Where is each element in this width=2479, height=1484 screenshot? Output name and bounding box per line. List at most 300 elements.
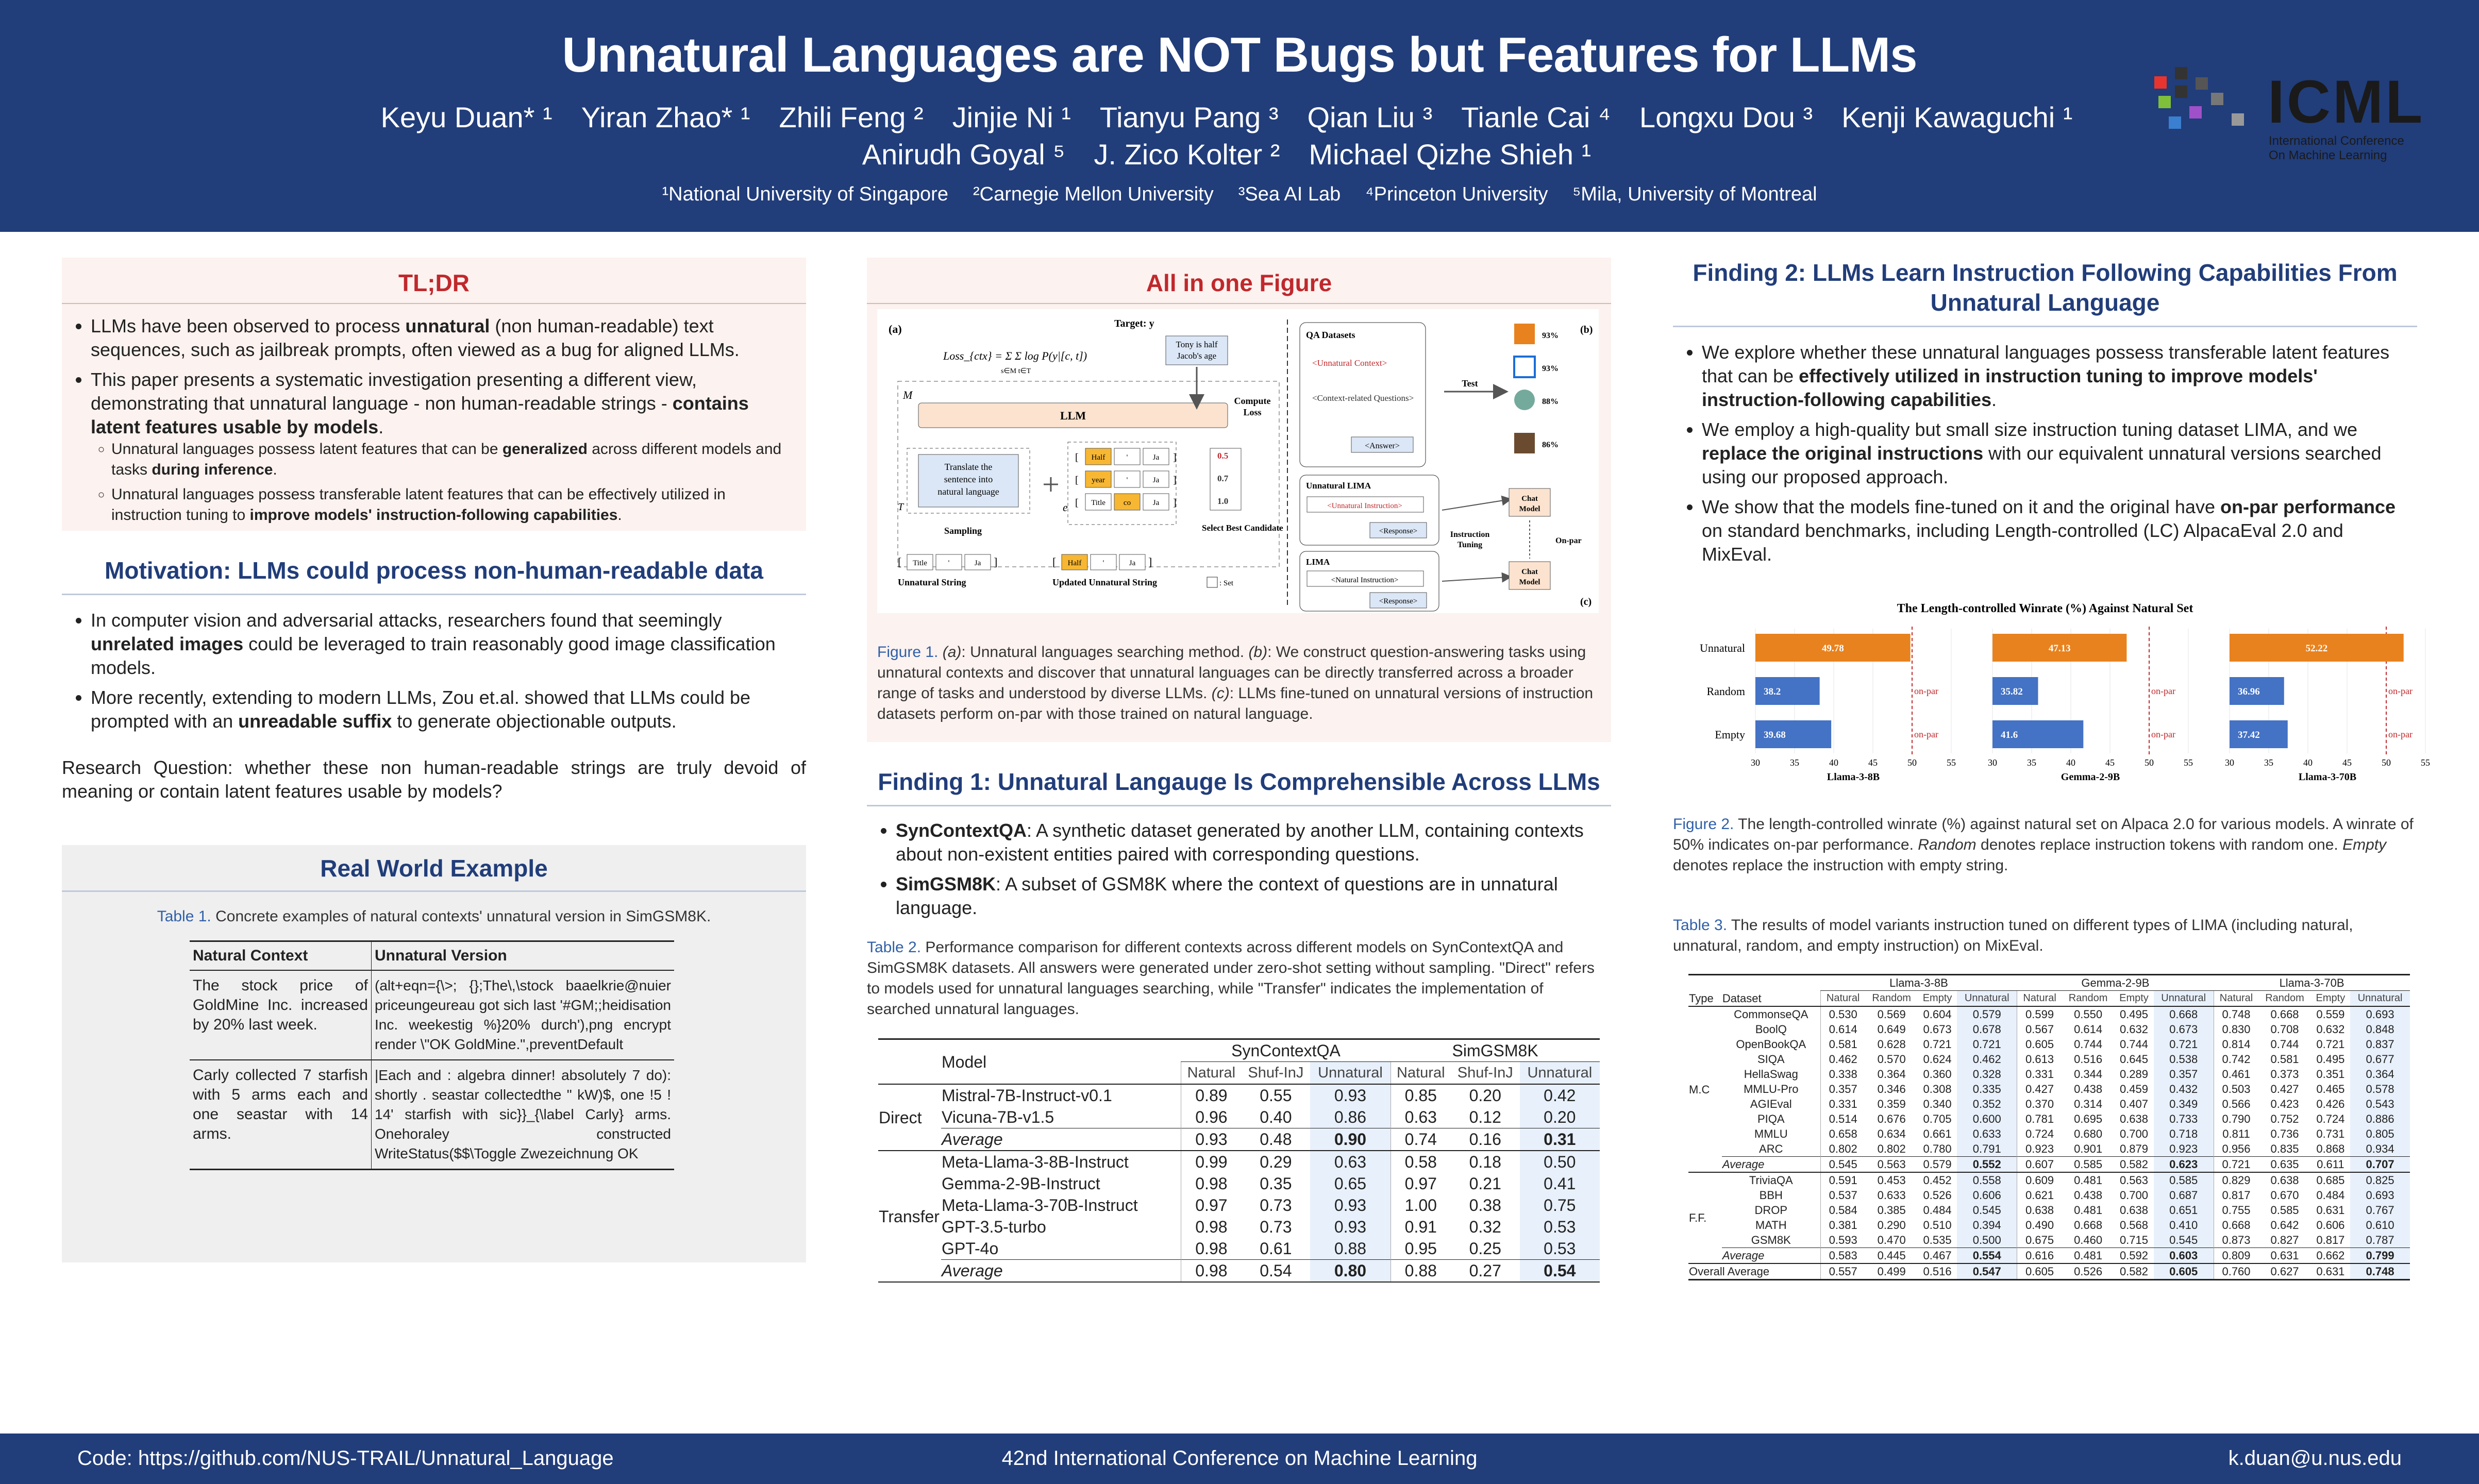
poster-header <box>0 0 2479 232</box>
table-cell: Natural <box>2214 991 2258 1007</box>
fig-bracket: [ <box>898 555 902 568</box>
fig-token: ' <box>1102 559 1104 567</box>
table-row <box>1688 1233 2410 1248</box>
fig-token: Ja <box>1129 559 1136 567</box>
fig-bracket: [ <box>1075 452 1079 463</box>
affiliation: ⁵Mila, University of Montreal <box>1572 183 1817 205</box>
table-cell: 0.29 <box>1260 1153 1292 1171</box>
table-cell: 0.346 <box>1877 1083 1906 1095</box>
table-cell: 0.802 <box>1820 1141 1865 1157</box>
conference-name: 42nd International Conference on Machine Learning <box>1001 1447 1478 1470</box>
table-cell: 0.530 <box>1820 1006 1865 1022</box>
table-row <box>1688 1248 2410 1264</box>
fig-e-label: e <box>1063 501 1068 514</box>
table-cell: 0.879 <box>2119 1142 2148 1155</box>
fig-set-legend: : Set <box>1219 579 1234 587</box>
table-cell: 0.364 <box>1877 1068 1906 1081</box>
table-cell: 0.27 <box>1451 1260 1520 1283</box>
table-cell: 0.373 <box>2270 1068 2299 1081</box>
table-cell: Llama-3-70B <box>2214 975 2410 991</box>
table-cell: 0.63 <box>1391 1106 1451 1128</box>
fig-token: Ja <box>1152 453 1160 462</box>
table-cell: 0.461 <box>2214 1067 2258 1082</box>
fig-updated-string-tokens <box>1052 554 1152 570</box>
table-cell: 0.614 <box>2074 1023 2103 1036</box>
figure1 <box>877 309 1599 613</box>
figure2-caption: Figure 2. The length-controlled winrate (%) against natural set on Alpaca 2.0 for various models. A winrate of 50% indicates on-par performance. Random denotes replace instruction tokens with random one. Empty denotes replace the instruction with empty string. <box>1673 816 2414 874</box>
table-cell: 0.585 <box>2270 1204 2299 1217</box>
icml-logo <box>2154 67 2443 165</box>
table-cell: 0.438 <box>2074 1189 2103 1202</box>
chart-tick-label: 55 <box>1947 757 1956 768</box>
table-cell: GPT-4o <box>942 1239 999 1258</box>
finding1-bullet-2: • SimGSM8K: A subset of GSM8K where the context of questions are in unnatural language. <box>896 872 1611 920</box>
table-cell: 0.599 <box>2017 1006 2062 1022</box>
table-cell: 0.605 <box>2154 1263 2214 1280</box>
table-cell: 0.805 <box>2350 1126 2410 1141</box>
table-cell: 0.32 <box>1469 1218 1501 1236</box>
table-cell: 0.550 <box>2074 1008 2103 1021</box>
fig-answer: <Answer> <box>1365 442 1400 450</box>
author-name: Qian Liu ³ <box>1307 101 1433 133</box>
fig-label-a: (a) <box>889 323 902 335</box>
table-cell: 0.693 <box>2350 1006 2410 1022</box>
table-cell: 0.538 <box>2154 1052 2214 1067</box>
motivation-title: Motivation: LLMs could process non-human-readable data <box>62 556 806 595</box>
table-cell: MMLU-Pro <box>1744 1083 1799 1095</box>
table-cell: 0.481 <box>2074 1174 2103 1187</box>
table-cell: 0.97 <box>1391 1173 1451 1194</box>
table-cell: AGIEval <box>1750 1098 1792 1110</box>
table-cell: 0.510 <box>1923 1219 1952 1232</box>
fig-pct: 93% <box>1542 331 1559 340</box>
table-cell: 0.923 <box>2017 1141 2062 1157</box>
table-cell: 0.609 <box>2017 1172 2062 1188</box>
author-line-2 <box>309 136 2144 173</box>
table-cell: 0.335 <box>1957 1082 2017 1097</box>
figure1-caption: Figure 1. (a): Unnatural languages searching method. (b): We construct question-answering tasks using unnatural contexts and discover that unnatural languages can be directly transferred across a broader range of tasks and understood by diverse LLMs. (c): LLMs fine-tuned on unnatural versions of instruction datasets perform on-par with those trained on natural language. <box>877 644 1594 722</box>
svg-text:natural language: natural language <box>937 486 999 497</box>
author-name: Longxu Dou ³ <box>1639 101 1813 133</box>
chart-onpar-label: on-par <box>1914 729 1938 739</box>
finding2-bullet-2: • We employ a high-quality but small size instruction tuning dataset LIMA, and we replace the original instructions with our equivalent unnatural versions searched using our proposed approach. <box>1702 418 2417 489</box>
chart-data-label: 52.22 <box>2305 643 2328 654</box>
fig-bracket: ] <box>994 555 998 568</box>
chart-tick-label: 35 <box>1790 757 1799 768</box>
table-cell: Natural <box>2017 991 2062 1007</box>
table-cell: 0.685 <box>2316 1174 2345 1187</box>
table-cell: 0.825 <box>2350 1172 2410 1188</box>
table-cell: 0.581 <box>1820 1037 1865 1052</box>
fig-bracket: [ <box>1075 475 1079 486</box>
chart-onpar-label: on-par <box>2388 686 2413 696</box>
chart-tick-label: 40 <box>1829 757 1838 768</box>
table-cell: 0.633 <box>1877 1189 1906 1202</box>
table-cell: 0.632 <box>2316 1023 2345 1036</box>
svg-text:Chat: Chat <box>1521 495 1538 503</box>
table-cell: 0.632 <box>2119 1023 2148 1036</box>
table-cell: 0.370 <box>2017 1097 2062 1111</box>
table-cell: 0.554 <box>1957 1248 2017 1264</box>
logo-subtext: International Conference On Machine Learning <box>2269 134 2404 162</box>
table-cell: Average <box>1722 1157 1820 1173</box>
table-cell: 0.462 <box>1820 1052 1865 1067</box>
table-cell: 0.481 <box>2074 1204 2103 1217</box>
fig-target-label: Target: y <box>1114 318 1154 329</box>
table-cell: 0.635 <box>2258 1157 2310 1173</box>
chart-category-label: Unnatural <box>1700 642 1745 654</box>
table-row <box>1688 1203 2410 1218</box>
table-cell: 0.901 <box>2074 1142 2103 1155</box>
table-cell: 0.744 <box>2074 1038 2103 1051</box>
table-cell: 0.791 <box>1957 1141 2017 1157</box>
table-cell: 0.570 <box>1877 1053 1906 1066</box>
table-cell: 0.495 <box>2316 1053 2345 1066</box>
table-cell: 0.724 <box>2017 1126 2062 1141</box>
poster-title: Unnatural Languages are NOT Bugs but Features for LLMs <box>562 27 1917 82</box>
chart-data-label: 36.96 <box>2238 686 2260 697</box>
table-cell: 0.837 <box>2350 1037 2410 1052</box>
affiliation: ²Carnegie Mellon University <box>973 183 1214 205</box>
table-cell: 0.73 <box>1260 1218 1292 1236</box>
table-row <box>878 1106 1600 1128</box>
table-cell: 0.344 <box>2074 1068 2103 1081</box>
table-cell: 0.582 <box>2119 1265 2148 1278</box>
table-cell: 0.308 <box>1923 1083 1952 1095</box>
table-cell: 0.75 <box>1520 1194 1600 1216</box>
table-cell: 0.54 <box>1242 1260 1311 1283</box>
table-cell: 0.16 <box>1451 1128 1520 1151</box>
fig-loss-subscript: s∈M t∈T <box>1001 367 1031 375</box>
table-cell: Average <box>941 1260 1181 1283</box>
table-cell: 0.814 <box>2214 1037 2258 1052</box>
table-cell: 0.668 <box>2214 1218 2258 1233</box>
table-cell: MATH <box>1755 1219 1787 1232</box>
author-line-1 <box>309 99 2144 136</box>
fig-token: Half <box>1091 453 1105 462</box>
fig-updated-string: Updated Unnatural String <box>1052 577 1158 587</box>
chart-onpar-label: on-par <box>1914 686 1938 696</box>
table-cell: 0.91 <box>1391 1216 1451 1238</box>
table-cell: 0.634 <box>1877 1127 1906 1140</box>
table-cell: 0.638 <box>2119 1204 2148 1217</box>
author-name: Tianle Cai ⁴ <box>1461 101 1611 133</box>
logo-text: ICML <box>2268 68 2425 136</box>
fig-pct: 86% <box>1542 441 1559 449</box>
finding2-bullet-3: • We show that the models fine-tuned on it and the original have on-par performance on standard benchmarks, including Length-controlled (LC) AlpacaEval 2.0 and MixEval. <box>1702 495 2417 566</box>
table-cell: 0.331 <box>1820 1097 1865 1111</box>
chart-tick-label: 40 <box>2066 757 2075 768</box>
research-question: Research Question: whether these non human-readable strings are truly devoid of meaning or contain latent features usable by models? <box>62 757 806 802</box>
table-cell: 0.42 <box>1520 1084 1600 1106</box>
table-cell: 0.89 <box>1181 1084 1242 1106</box>
table-cell: 0.744 <box>2270 1038 2299 1051</box>
chart-tick-label: 50 <box>2145 757 2154 768</box>
real-world-title: Real World Example <box>62 845 806 892</box>
table-cell: 0.835 <box>2270 1142 2299 1155</box>
chart-data-label: 37.42 <box>2238 730 2260 740</box>
table-row <box>878 1039 1600 1062</box>
fig-token: ' <box>1126 476 1128 484</box>
table-cell: MMLU <box>1754 1127 1788 1140</box>
table-row <box>1688 1111 2410 1126</box>
table-cell: 0.453 <box>1877 1174 1906 1187</box>
table-cell: 0.817 <box>2214 1188 2258 1203</box>
table-cell: 0.490 <box>2017 1218 2062 1233</box>
table-cell: 0.614 <box>1820 1022 1865 1037</box>
table-cell: Overall Average <box>1689 1265 1770 1278</box>
table-cell: BBH <box>1759 1189 1783 1202</box>
table-cell: 0.748 <box>2214 1006 2258 1022</box>
table3-caption: Table 3. The results of model variants instruction tuned on different types of LIMA (including natural, unnatural, random, and empty instruction) on MixEval. <box>1673 917 2353 954</box>
table-row <box>878 1173 1600 1194</box>
chart-title: The Length-controlled Winrate (%) Against Natural Set <box>1897 602 2193 615</box>
table-cell: 0.357 <box>2154 1067 2214 1082</box>
table-cell: 0.633 <box>1957 1126 2017 1141</box>
table-cell: 0.338 <box>1820 1067 1865 1082</box>
affiliation: ¹National University of Singapore <box>662 183 948 205</box>
table-cell: 0.289 <box>2119 1068 2148 1081</box>
table-cell: 0.781 <box>2017 1111 2062 1126</box>
tldr-bullet-2: • This paper presents a systematic investigation presenting a different view, demonstrating that unnatural language - non human-readable strings - contains latent features usable by models. ◦ Unnatural languages possess latent features that can be generalized across different models and tasks during inference. ◦ Unnatural languages possess transferable latent features that can be effectively utilized in instruction tuning to improve models' instruction-following capabilities. <box>91 368 791 526</box>
author-name: Kenji Kawaguchi ¹ <box>1841 101 2073 133</box>
table-cell: 0.628 <box>1877 1038 1906 1051</box>
table-cell: Shuf-InJ <box>1457 1065 1513 1081</box>
chart-tick-label: 45 <box>1868 757 1878 768</box>
table-cell: 0.611 <box>2311 1157 2351 1173</box>
table-cell: 0.73 <box>1260 1196 1292 1215</box>
table-cell: 0.605 <box>2017 1263 2062 1280</box>
table-cell: 0.700 <box>2119 1127 2148 1140</box>
author-name: Zhili Feng ² <box>779 101 924 133</box>
table-cell: 0.545 <box>1820 1157 1865 1173</box>
table-cell: 0.658 <box>1820 1126 1865 1141</box>
table1-header-natural: Natural Context <box>193 947 308 964</box>
table-cell: 0.559 <box>2316 1008 2345 1021</box>
fig-bracket: ] <box>1148 555 1152 568</box>
fig-on-par: On-par <box>1555 536 1582 545</box>
fig-bracket: [ <box>1052 555 1057 568</box>
table-cell: 0.752 <box>2270 1112 2299 1125</box>
table-cell: Meta-Llama-3-8B-Instruct <box>942 1153 1129 1171</box>
svg-text:Tuning: Tuning <box>1457 541 1483 549</box>
code-link[interactable]: Code: https://github.com/NUS-TRAIL/Unnatural_Language <box>77 1447 614 1470</box>
table-cell: 0.591 <box>1820 1172 1865 1188</box>
table-cell: 0.817 <box>2316 1234 2345 1246</box>
author-list <box>309 99 2144 173</box>
table-cell: 0.787 <box>2350 1233 2410 1248</box>
chart-onpar-label: on-par <box>2388 729 2413 739</box>
table-cell: 0.35 <box>1260 1174 1292 1193</box>
table-cell: 0.790 <box>2214 1111 2258 1126</box>
table-cell: 0.558 <box>1957 1172 2017 1188</box>
table-row <box>878 1128 1600 1151</box>
table-cell: 0.677 <box>2350 1052 2410 1067</box>
table-cell: Empty <box>2119 992 2149 1004</box>
table-cell: 0.459 <box>2119 1083 2148 1095</box>
fig-nat-instruction: <Natural Instruction> <box>1331 576 1399 584</box>
table-cell: 0.80 <box>1310 1260 1391 1283</box>
table-cell: Unnatural <box>1310 1062 1391 1085</box>
table-cell: 0.616 <box>2017 1248 2062 1264</box>
table-row <box>1688 1263 2410 1280</box>
table-cell: 0.581 <box>2270 1053 2299 1066</box>
table-cell: 0.467 <box>1918 1248 1957 1264</box>
table-cell: 0.340 <box>1923 1098 1952 1110</box>
table-cell: 0.53 <box>1520 1238 1600 1260</box>
table1-header-unnatural: Unnatural Version <box>372 941 675 971</box>
svg-text:+: + <box>1042 467 1060 501</box>
tldr-bullet-1: • LLMs have been observed to process unnatural (non human-readable) text sequences, such as jailbreak prompts, often viewed as a bug for aligned LLMs. <box>91 314 791 362</box>
table-cell: Empty <box>2316 992 2346 1004</box>
affiliation: ³Sea AI Lab <box>1238 183 1341 205</box>
table-cell: 0.495 <box>2119 1008 2148 1021</box>
chart-tick-label: 50 <box>1907 757 1917 768</box>
table-cell: 0.631 <box>2316 1204 2345 1217</box>
table-cell: 0.668 <box>2074 1219 2103 1232</box>
table-row <box>878 1238 1600 1260</box>
table-cell: 0.627 <box>2270 1265 2299 1278</box>
table-cell: 0.484 <box>2316 1189 2345 1202</box>
table-cell: 0.381 <box>1820 1218 1865 1233</box>
table-cell: 0.715 <box>2119 1234 2148 1246</box>
table-cell: 0.86 <box>1310 1106 1391 1128</box>
tldr-box <box>62 258 806 531</box>
table-cell: 0.465 <box>2316 1083 2345 1095</box>
table-cell: 0.748 <box>2350 1263 2410 1280</box>
fig-unnatural-string-tokens <box>898 554 997 570</box>
table-cell: 0.97 <box>1181 1194 1242 1216</box>
table-cell: Unnatural <box>1520 1062 1600 1085</box>
table-cell: 0.63 <box>1310 1151 1391 1173</box>
table-cell: 0.20 <box>1469 1086 1501 1105</box>
fig-llm: LLM <box>1060 409 1086 422</box>
table-cell: 0.642 <box>2270 1219 2299 1232</box>
author-name: Anirudh Goyal ⁵ <box>862 138 1065 171</box>
table-cell: 0.360 <box>1923 1068 1952 1081</box>
svg-text:Jacob's age: Jacob's age <box>1177 351 1217 361</box>
table-cell: 0.605 <box>2017 1037 2062 1052</box>
table-cell: 0.543 <box>2350 1097 2410 1111</box>
table-cell: 0.12 <box>1469 1108 1501 1126</box>
table-cell: 0.563 <box>1866 1157 1918 1173</box>
table-cell: 0.584 <box>1820 1203 1865 1218</box>
table-cell: 0.606 <box>1957 1188 2017 1203</box>
table-cell: 0.767 <box>2350 1203 2410 1218</box>
table-cell: 0.638 <box>2270 1174 2299 1187</box>
real-world-box <box>62 845 806 1262</box>
table-cell: 0.693 <box>2350 1188 2410 1203</box>
svg-text:Loss: Loss <box>1243 407 1262 417</box>
table-cell: Unnatural <box>2350 991 2410 1007</box>
fig-token: Title <box>913 559 927 567</box>
table-cell: 0.394 <box>1957 1218 2017 1233</box>
fig-token: year <box>1092 476 1105 484</box>
table-cell: 0.25 <box>1469 1239 1501 1258</box>
fig-bracket: ] <box>1173 475 1177 486</box>
table-row <box>1688 1052 2410 1067</box>
table-cell: F.F. <box>1689 1211 1707 1224</box>
table-cell: Dataset <box>1722 992 1762 1005</box>
finding2-title: Finding 2: LLMs Learn Instruction Following Capabilities From Unnatural Language <box>1673 258 2417 327</box>
chart-data-label: 47.13 <box>2048 643 2071 654</box>
table-cell: 0.638 <box>2017 1203 2062 1218</box>
table-cell: 0.99 <box>1181 1151 1242 1173</box>
table-cell: 0.516 <box>2074 1053 2103 1066</box>
table-cell: 0.661 <box>1923 1127 1952 1140</box>
table-cell: 0.38 <box>1469 1196 1501 1215</box>
table-cell: 0.98 <box>1181 1238 1242 1260</box>
fig-bracket: ] <box>1173 452 1177 463</box>
table-cell: 0.426 <box>2316 1098 2345 1110</box>
table-cell: 0.526 <box>2074 1265 2103 1278</box>
table-cell: 0.675 <box>2017 1233 2062 1248</box>
table-cell: 0.631 <box>2316 1265 2345 1278</box>
table-cell: Random <box>2265 992 2304 1004</box>
table-cell: 0.535 <box>1923 1234 1952 1246</box>
svg-text:Chat: Chat <box>1521 568 1538 576</box>
table-cell: SynContextQA <box>1181 1039 1391 1062</box>
chart-tick-label: 50 <box>2382 757 2391 768</box>
table-cell: 0.514 <box>1820 1111 1865 1126</box>
table-cell: 0.499 <box>1877 1265 1906 1278</box>
table-cell: 0.623 <box>2154 1157 2214 1173</box>
chart-data-label: 41.6 <box>2001 730 2018 740</box>
svg-text:sentence into: sentence into <box>944 474 993 484</box>
fig-token: Ja <box>1152 499 1160 507</box>
chart-data-label: 49.78 <box>1821 643 1844 654</box>
figure1-diagram <box>877 309 1599 613</box>
table-cell: 0.670 <box>2270 1189 2299 1202</box>
table-cell: 0.364 <box>2350 1067 2410 1082</box>
table-cell: DROP <box>1754 1204 1788 1217</box>
table-cell: Model <box>942 1052 987 1071</box>
table-cell: 0.923 <box>2154 1141 2214 1157</box>
table-cell: 0.868 <box>2316 1142 2345 1155</box>
fig-un-string: Unnatural String <box>898 577 966 587</box>
chart-category-label: Random <box>1706 685 1745 698</box>
finding1-title: Finding 1: Unnatural Langauge Is Comprehensible Across LLMs <box>867 768 1611 806</box>
chart-panel-title: Gemma-2-9B <box>2061 771 2120 783</box>
table-cell: 0.526 <box>1923 1189 1952 1202</box>
fig-token: ' <box>948 559 950 567</box>
table-cell: 0.568 <box>2119 1219 2148 1232</box>
table-cell: 0.830 <box>2214 1022 2258 1037</box>
table-row <box>1688 1141 2410 1157</box>
table-cell: 0.552 <box>1957 1157 2017 1173</box>
table-row <box>1688 1097 2410 1111</box>
table-cell: 0.85 <box>1391 1084 1451 1106</box>
contact-email[interactable]: k.duan@u.nus.edu <box>2228 1447 2402 1470</box>
table-cell: ARC <box>1759 1142 1783 1155</box>
fig-token: co <box>1123 499 1131 507</box>
svg-text:Tony is half: Tony is half <box>1176 340 1218 349</box>
table-cell: Unnatural <box>1957 991 2017 1007</box>
table-cell: 0.314 <box>2074 1098 2103 1110</box>
table-cell: 0.503 <box>2214 1082 2258 1097</box>
table-cell: 0.96 <box>1181 1106 1242 1128</box>
table-cell: 0.780 <box>1923 1142 1952 1155</box>
svg-text:Translate the: Translate the <box>944 462 993 472</box>
table-cell: 0.604 <box>1923 1008 1952 1021</box>
table-cell: 0.606 <box>2316 1219 2345 1232</box>
table-cell <box>878 1039 941 1062</box>
table-cell: 0.452 <box>1923 1174 1952 1187</box>
table-cell: 0.886 <box>2350 1111 2410 1126</box>
table-cell: 0.718 <box>2154 1126 2214 1141</box>
table-cell: 0.65 <box>1310 1173 1391 1194</box>
table3 <box>1688 974 2410 1280</box>
